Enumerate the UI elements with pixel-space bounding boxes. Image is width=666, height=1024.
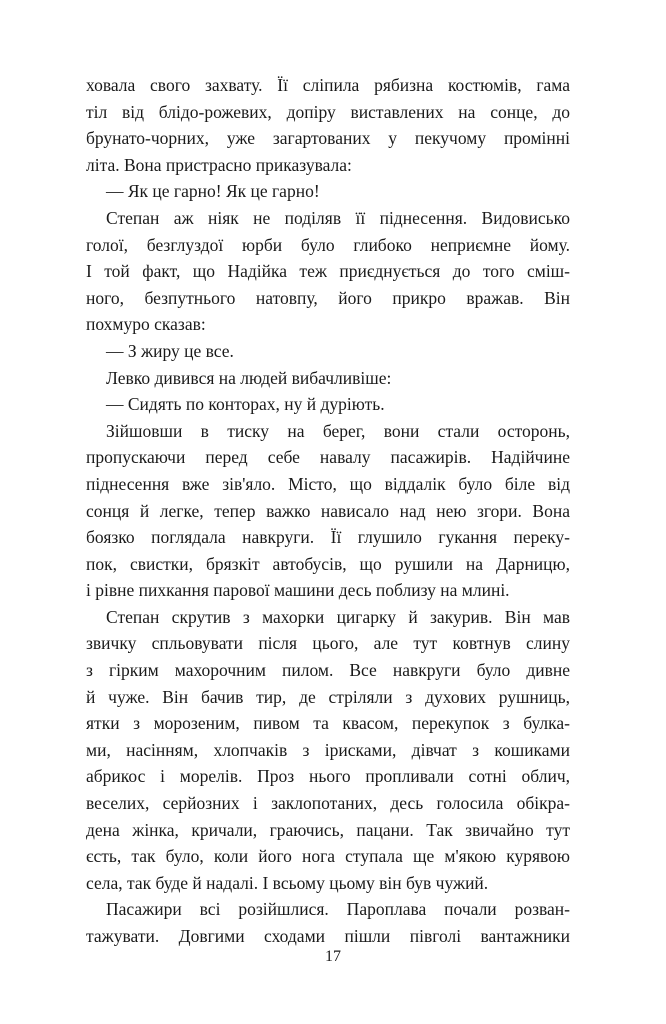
text-line: ми, насінням, хлопчаків з ірисками, дівчат з кошиками (86, 739, 570, 760)
text-line: Степан аж ніяк не поділяв її піднесення. Видовисько (106, 207, 570, 228)
text-line: дена жінка, кричали, граючись, пацани. Так звичайно тут (86, 819, 570, 840)
text-line: брунато-чорних, уже загартованих у пекучому промінні (86, 128, 570, 149)
text-line: єсть, так було, коли його нога ступала ще м'якою курявою (86, 846, 570, 867)
text-line: з гірким махорочним пилом. Все навкруги було дивне (86, 660, 570, 681)
text-line: — З жиру це все. (106, 340, 234, 361)
paragraph (86, 72, 570, 178)
text-line: села, так буде й надалі. І всьому цьому він був чужий. (86, 872, 489, 893)
paragraph (86, 418, 570, 604)
text-line: — Сидять по конторах, ну й дуріють. (106, 394, 385, 415)
text-line: ного, безпутнього натовпу, його прикро вражав. Він (86, 287, 570, 308)
text-line: пок, свистки, брязкіт автобусів, що рушили на Дарницю, (86, 553, 570, 574)
text-line: Левко дивився на людей вибачливіше: (106, 367, 392, 388)
text-line: тіл від блідо-рожевих, допіру виставлених на сонце, до (86, 101, 570, 122)
text-line: — Як це гарно! Як це гарно! (106, 181, 320, 202)
text-line: боязко поглядала навкруги. Її глушило гукання переку- (86, 527, 570, 548)
text-line: літа. Вона пристрасно приказувала: (86, 154, 352, 175)
text-line: пропускаючи перед себе навалу пасажирів. Надійчине (86, 447, 570, 468)
paragraph (86, 896, 570, 949)
text-line: ховала свого захвату. Її сліпила рябизна костюмів, гама (86, 75, 570, 95)
text-line: веселих, серйозних і заклопотаних, десь голосила обікра- (86, 793, 570, 814)
text-line: піднесення вже зів'яло. Місто, що віддалік було біле від (86, 473, 570, 494)
text-line: сонця й легке, тепер важко нависало над нею згори. Вона (86, 500, 570, 521)
text-line: тажувати. Довгими сходами пішли півголі вантажники (86, 926, 570, 946)
text-line: Степан скрутив з махорки цигарку й закурив. Він мав (106, 606, 570, 627)
paragraph (86, 604, 570, 897)
paragraph (86, 205, 570, 338)
text-line: похмуро сказав: (86, 314, 206, 335)
text-line: ятки з морозеним, пивом та квасом, перекупок з булка- (86, 713, 570, 734)
text-line: Зійшовши в тиску на берег, вони стали осторонь, (106, 420, 570, 441)
page-number: 17 (325, 948, 341, 965)
paragraph (86, 178, 570, 205)
text-line: Пасажири всі розійшлися. Пароплава почали розван- (106, 899, 570, 920)
paragraph (86, 391, 570, 418)
paragraph (86, 365, 570, 392)
text-line: абрикос і морелів. Проз нього пропливали сотні облич, (86, 766, 570, 787)
page-text (86, 72, 570, 950)
text-line: і рівне пихкання парової машини десь поблизу на млині. (86, 580, 510, 601)
text-line: звичку спльовувати після цього, але тут ковтнув слину (86, 633, 570, 654)
paragraph (86, 338, 570, 365)
text-line: голої, безглуздої юрби було глибоко неприємне йому. (86, 234, 570, 255)
text-line: й чуже. Він бачив тир, де стріляли з духових рушниць, (86, 686, 570, 707)
text-line: І той факт, що Надійка теж приєднується до того сміш- (86, 261, 570, 282)
